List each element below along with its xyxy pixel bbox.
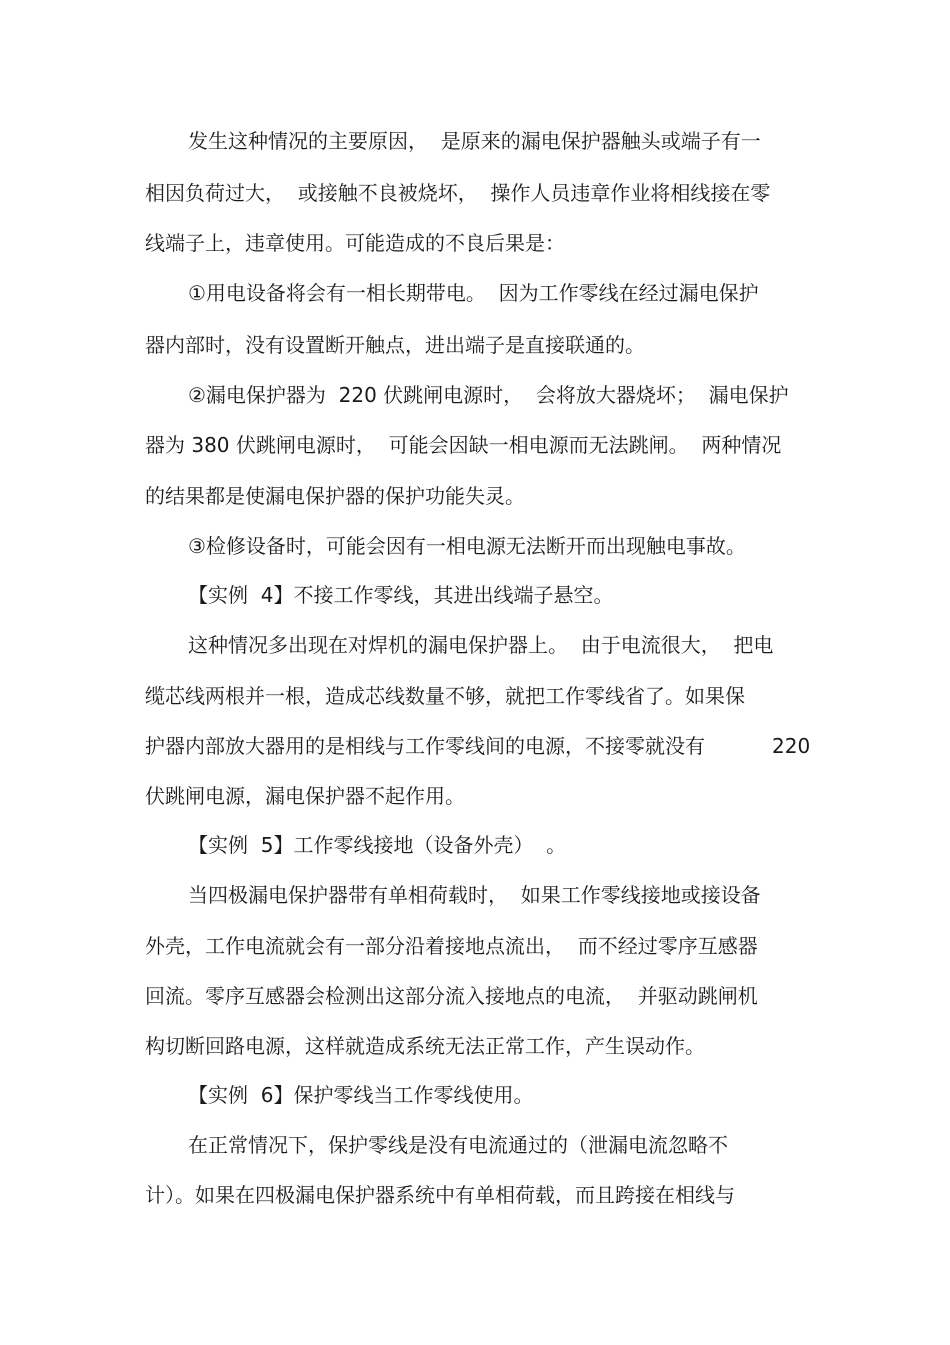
text-line: 器内部时，没有设置断开触点，进出端子是直接联通的。 bbox=[145, 333, 645, 357]
text-line: 护器内部放大器用的是相线与工作零线间的电源，不接零就没有 bbox=[145, 734, 705, 758]
text-line: 构切断回路电源，这样就造成系统无法正常工作，产生误动作。 bbox=[145, 1034, 705, 1058]
text-line: 【实例 6】保护零线当工作零线使用。 bbox=[188, 1083, 534, 1107]
text-line: 回流。零序互感器会检测出这部分流入接地点的电流， 并驱动跳闸机 bbox=[145, 984, 758, 1008]
text-line: 当四极漏电保护器带有单相荷载时， 如果工作零线接地或接设备 bbox=[188, 883, 761, 907]
text-line: 相因负荷过大， 或接触不良被烧坏， 操作人员违章作业将相线接在零 bbox=[145, 181, 771, 205]
text-line: ①用电设备将会有一相长期带电。 因为工作零线在经过漏电保护 bbox=[188, 281, 759, 305]
text-line: 器为 380 伏跳闸电源时， 可能会因缺一相电源而无法跳闸。 两种情况 bbox=[145, 433, 782, 457]
text-line: 发生这种情况的主要原因， 是原来的漏电保护器触头或端子有一 bbox=[188, 129, 761, 153]
text-line: 伏跳闸电源，漏电保护器不起作用。 bbox=[145, 784, 465, 808]
text-line: 这种情况多出现在对焊机的漏电保护器上。 由于电流很大， 把电 bbox=[188, 633, 774, 657]
text-line: 【实例 5】工作零线接地（设备外壳） 。 bbox=[188, 833, 567, 857]
text-line: ③检修设备时，可能会因有一相电源无法断开而出现触电事故。 bbox=[188, 534, 746, 558]
text-line: 220 bbox=[772, 734, 811, 758]
text-line: 在正常情况下，保护零线是没有电流通过的（泄漏电流忽略不 bbox=[188, 1133, 728, 1157]
text-line: 计）。如果在四极漏电保护器系统中有单相荷载，而且跨接在相线与 bbox=[145, 1183, 735, 1207]
text-line: 外壳，工作电流就会有一部分沿着接地点流出， 而不经过零序互感器 bbox=[145, 934, 758, 958]
text-line: 线端子上，违章使用。可能造成的不良后果是： bbox=[145, 231, 565, 255]
text-line: ②漏电保护器为 220 伏跳闸电源时， 会将放大器烧坏； 漏电保护 bbox=[188, 383, 789, 407]
text-line: 的结果都是使漏电保护器的保护功能失灵。 bbox=[145, 484, 525, 508]
text-line: 【实例 4】不接工作零线，其进出线端子悬空。 bbox=[188, 583, 614, 607]
text-line: 缆芯线两根并一根，造成芯线数量不够，就把工作零线省了。如果保 bbox=[145, 684, 745, 708]
